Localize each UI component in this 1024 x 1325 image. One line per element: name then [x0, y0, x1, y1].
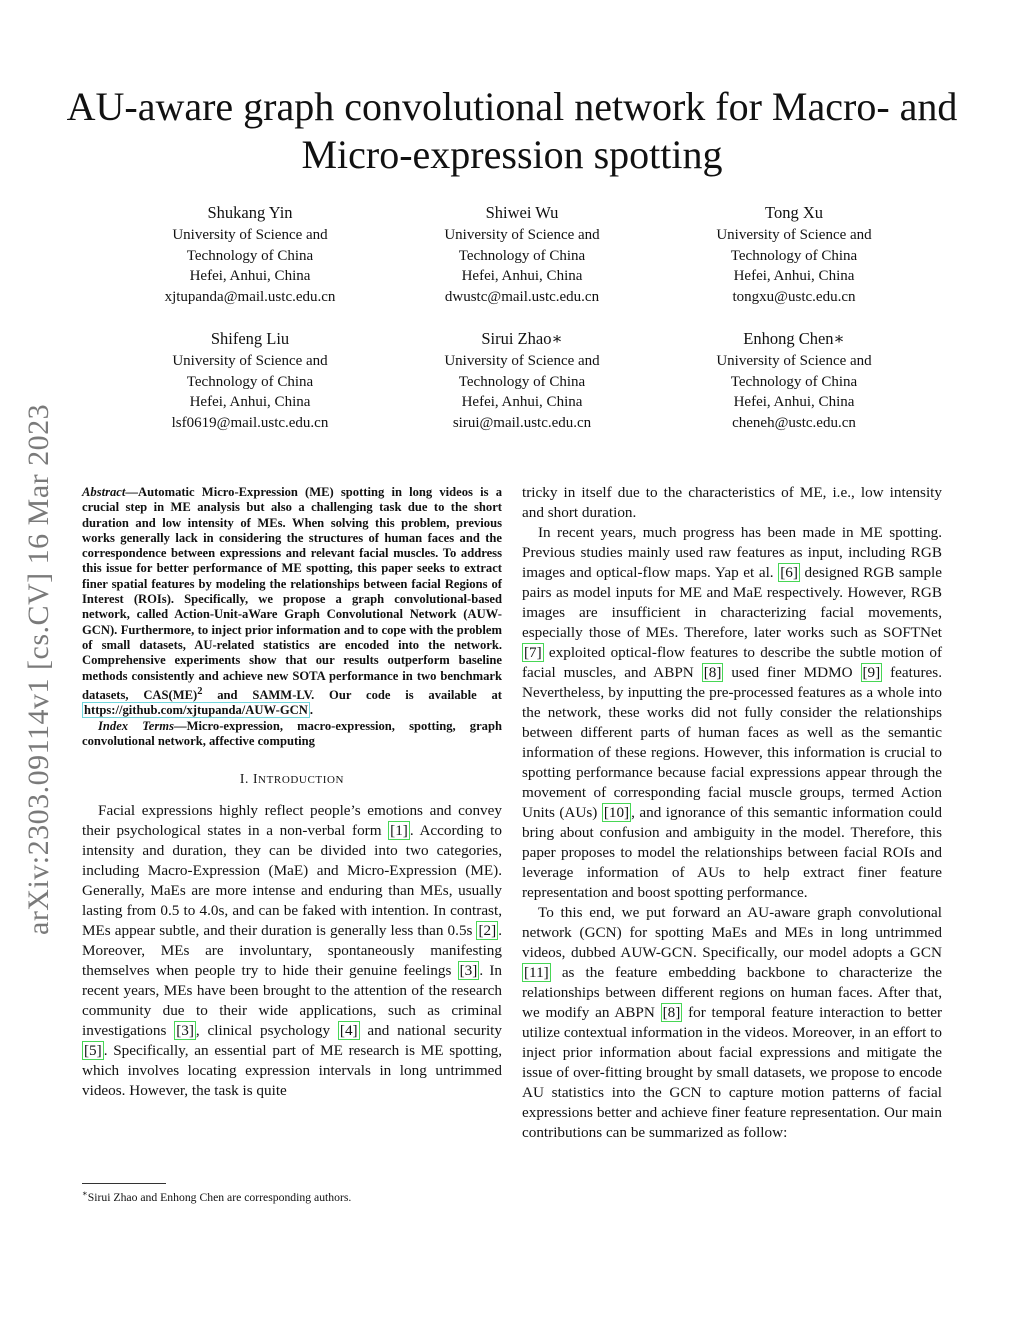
citation-link[interactable]: [4]	[339, 1022, 358, 1040]
author-affiliation: University of Science and	[444, 227, 600, 243]
author-name: Sirui Zhao∗	[481, 329, 563, 348]
body-text: as the feature embedding backbone to characterize the relationships between different regions on human faces. After that, we modify an ABPN	[522, 964, 942, 1021]
author-email: tongxu@ustc.edu.cn	[732, 288, 856, 305]
section-title-initial: I	[252, 771, 259, 787]
author-affiliation: University of Science and	[444, 353, 600, 369]
citation-link[interactable]: [2]	[478, 922, 497, 940]
author-email: lsf0619@mail.ustc.edu.cn	[171, 414, 329, 431]
author-card	[392, 327, 652, 433]
author-affiliation: University of Science and	[172, 353, 328, 369]
author-card	[120, 201, 380, 307]
author-location: Hefei, Anhui, China	[733, 268, 855, 284]
author-affiliation: University of Science and	[716, 227, 872, 243]
author-email: cheneh@ustc.edu.cn	[732, 414, 856, 431]
citation-link[interactable]: [8]	[662, 1004, 681, 1021]
abstract-text: and SAMM-LV. Our code is available at	[202, 688, 502, 703]
body-text: Facial expressions highly reflect people’s emotions and convey their psychological states in a non-verbal form	[82, 802, 502, 840]
body-text: In recent years, much progress has been made in ME spotting. Previous studies mainly used raw features as input, including RGB images and optical-flow maps. Yap et al.	[522, 524, 942, 581]
author-email: dwustc@mail.ustc.edu.cn	[444, 288, 600, 305]
footnote	[82, 1186, 502, 1205]
author-affiliation: Technology of China	[186, 247, 314, 264]
citation-link[interactable]: [1]	[390, 822, 408, 840]
author-name: Enhong Chen∗	[743, 329, 845, 348]
section-title-smallcaps: NTRODUCTION	[258, 774, 345, 787]
author-affiliation: Technology of China	[730, 247, 858, 264]
author-name: Shifeng Liu	[210, 329, 290, 348]
left-column	[82, 485, 502, 1101]
index-terms-text: —Micro-expression, macro-expression, spotting, graph convolutional network, affective computing	[82, 718, 502, 748]
author-location: Hefei, Anhui, China	[733, 394, 855, 410]
citation-link[interactable]: [8]	[703, 664, 722, 681]
author-affiliation: Technology of China	[458, 373, 586, 390]
body-text: . Moreover, MEs are involuntary, spontaneously manifesting themselves when people try to hide their genuine feelings	[82, 922, 502, 980]
author-email: sirui@mail.ustc.edu.cn	[452, 414, 592, 431]
citation-link[interactable]: [7]	[524, 644, 542, 661]
author-card	[120, 327, 380, 433]
author-block	[120, 201, 924, 453]
author-email: xjtupanda@mail.ustc.edu.cn	[164, 288, 336, 305]
body-text: for temporal feature interaction to better utilize contextual information in the videos. Moreover, in an effort to inject prior information about facial expressions and mitigate the issue of over-fitting brought by small datasets, we propose to encode AU statistics into the GCN to capture motion patterns of facial expressions better and achieve finer feature representation. Our main contributions can be summarized as follow:	[522, 1004, 943, 1141]
citation-link[interactable]: [9]	[862, 664, 881, 681]
author-location: Hefei, Anhui, China	[189, 268, 311, 284]
body-text: designed RGB sample pairs as model inputs for ME and MaE respectively. However, RGB images are insufficient in characterizing facial movements, especially those of MEs. Therefore, later works such as SOFTNet	[522, 564, 942, 641]
body-text: features. Nevertheless, by inputting the pre-processed features as a whole into the network, these works did not fully consider the relationships between different parts of human faces as well as the semantic information of these regions. However, this information is crucial to spotting performance because facial expressions appear through the movement of corresponding facial muscle groups, termed Action Units (AUs)	[522, 664, 942, 821]
intro-paragraph	[82, 801, 502, 1101]
author-affiliation: University of Science and	[716, 353, 872, 369]
citation-link[interactable]: [6]	[780, 564, 798, 581]
abstract	[82, 485, 502, 719]
section-heading	[82, 771, 502, 787]
paper-title: AU-aware graph convolutional network for Macro- and Micro-expression spotting	[66, 84, 958, 177]
author-name: Shukang Yin	[207, 203, 293, 222]
author-affiliation: Technology of China	[458, 247, 586, 264]
author-card	[664, 327, 924, 433]
body-paragraph	[522, 903, 942, 1143]
body-text: , clinical psychology	[195, 1022, 338, 1040]
author-location: Hefei, Anhui, China	[461, 268, 583, 284]
code-repository-link[interactable]: https://github.com/xjtupanda/AUW-GCN	[84, 703, 308, 718]
body-text: . According to intensity and duration, they can be divided into two categories, including Macro-Expression (MaE) and Micro-Expression (ME). Generally, MaEs are more intense and enduring than MEs, usually lasting from 0.5 to 4.0s, and can be faked with intention. In contrast, MEs appear subtle, and their duration is generally less than 0.5s	[82, 822, 502, 940]
arxiv-identifier: arXiv:2303.09114v1 [cs.CV] 16 Mar 2023	[22, 403, 55, 935]
index-terms	[82, 719, 502, 750]
body-text: exploited optical-flow features to describe the subtle motion of facial muscles, and ABPN	[522, 644, 942, 681]
body-paragraph	[522, 523, 942, 903]
section-number: I.	[239, 771, 253, 787]
body-text: used finer MDMO	[723, 664, 861, 681]
index-terms-lead: Index Terms	[98, 718, 174, 733]
author-location: Hefei, Anhui, China	[189, 394, 311, 410]
abstract-lead: Abstract	[82, 485, 126, 499]
abstract-text: —Automatic Micro-Expression (ME) spotting in long videos is a crucial step in ME analysis but also a challenging task due to the short duration and low intensity of MEs. When solving this problem, previous works generally lack in considering the structures of human faces and the correspondence between expressions and relevant facial muscles. To address this issue for better performance of ME spotting, this paper seeks to extract finer spatial features by modeling the relationships between facial Regions of Interest (ROIs). Specifically, we propose a graph convolutional-based network, called Action-Unit-aWare Graph Convolutional Network (AUW-GCN). Furthermore, to inject prior information and to cope with the problem of small datasets, AU-related statistics are encoded into the network. Comprehensive experiments show that our results outperform baseline methods consistently and achieve new SOTA performance in two benchmark datasets, CAS(ME)	[82, 485, 502, 703]
abstract-superscript: 2	[197, 685, 203, 697]
author-location: Hefei, Anhui, China	[461, 394, 583, 410]
citation-link[interactable]: [11]	[524, 964, 549, 981]
author-card	[392, 201, 652, 307]
body-text: . Specifically, an essential part of ME research is ME spotting, which involves locating expression intervals in long untrimmed videos. However, the task is quite	[82, 1042, 502, 1100]
abstract-text: .	[309, 703, 313, 718]
body-text: , and ignorance of this semantic information could bring about confusion and ambiguity in the model. Therefore, this paper proposes to model the relationships between facial ROIs and leverage information of AUs to help extract finer feature representation and boost spotting performance.	[522, 804, 943, 901]
citation-link[interactable]: [10]	[603, 804, 630, 821]
body-text: and national security	[359, 1022, 502, 1040]
author-affiliation: Technology of China	[186, 373, 314, 390]
author-row	[120, 327, 924, 433]
citation-link[interactable]: [3]	[176, 1022, 194, 1040]
body-text: . In recent years, MEs have been brought to the attention of the research community due to their wide applications, such as criminal investigations	[82, 962, 502, 1040]
author-name: Shiwei Wu	[485, 203, 559, 222]
footnote-divider	[82, 1183, 166, 1184]
author-row	[120, 201, 924, 307]
author-name: Tong Xu	[765, 203, 823, 222]
author-card	[664, 201, 924, 307]
right-column	[522, 483, 942, 1143]
footnote-mark: ∗	[82, 1188, 88, 1198]
author-affiliation: Technology of China	[730, 373, 858, 390]
citation-link[interactable]: [3]	[459, 962, 478, 980]
author-affiliation: University of Science and	[172, 227, 328, 243]
citation-link[interactable]: [5]	[84, 1042, 102, 1060]
footnote-text: Sirui Zhao and Enhong Chen are corresponding authors.	[87, 1190, 352, 1204]
body-text: To this end, we put forward an AU-aware graph convolutional network (GCN) for spotting MaEs and MEs in long untrimmed videos, dubbed AUW-GCN. Specifically, our model adopts a GCN	[522, 904, 942, 961]
body-paragraph: tricky in itself due to the characteristics of ME, i.e., low intensity and short duration.	[522, 484, 942, 521]
